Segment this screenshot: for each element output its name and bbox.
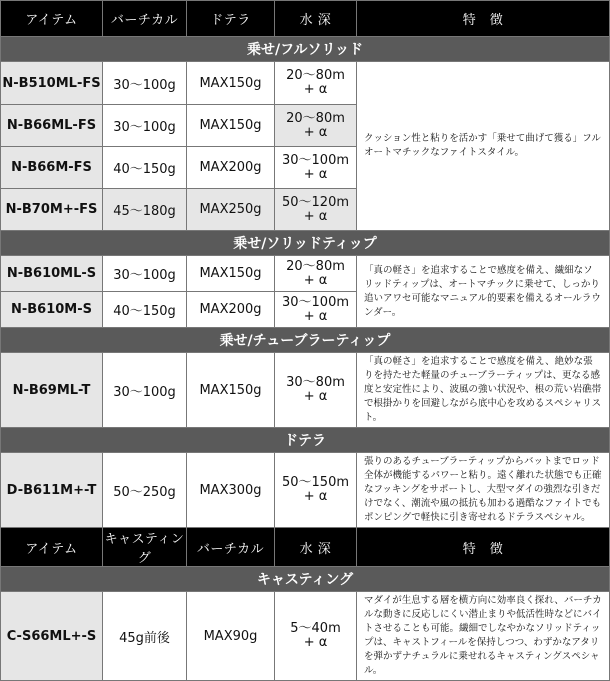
item-name: D-B611M+-T <box>1 453 103 528</box>
section-dotera <box>1 428 610 453</box>
depth-value <box>275 592 357 681</box>
depth-range: 50～120m <box>281 194 350 210</box>
table-row <box>1 353 610 428</box>
table-row <box>1 256 610 292</box>
depth-plus: + α <box>303 82 328 97</box>
depth-range: 50～150m <box>281 475 350 490</box>
header-row <box>1 1 610 37</box>
depth-value <box>275 292 357 328</box>
header-features: 特 徴 <box>357 528 610 567</box>
depth-plus: + α <box>303 389 328 404</box>
header-depth: 水 深 <box>275 528 357 567</box>
header-row-casting <box>1 528 610 567</box>
header-casting: キャスティング <box>103 528 187 567</box>
depth-plus: + α <box>303 635 328 650</box>
depth-plus: + α <box>303 208 328 224</box>
dotera-value: MAX150g <box>187 353 275 428</box>
section-title: 乗せ/ソリッドティップ <box>1 231 610 256</box>
header-vertical: バーチカル <box>103 1 187 37</box>
feature-description: マダイが生息する層を横方向に効率良く探れ、バーチカルな動きに反応しにくい潜止まりや低活性時などにバイトさせることも可能。繊細でしなやかなソリッドティップは、キャストフィールを保持しつつ、わずかなアタリを弾かずナチュラルに乗せれるキャスティングスペシャル。 <box>357 592 610 681</box>
depth-range: 30～100m <box>281 152 350 168</box>
header-vertical: バーチカル <box>187 528 275 567</box>
section-full-solid <box>1 37 610 62</box>
item-name: N-B610ML-S <box>1 256 103 292</box>
section-title: ドテラ <box>1 428 610 453</box>
header-item: アイテム <box>1 1 103 37</box>
section-title: 乗せ/チューブラーティップ <box>1 328 610 353</box>
depth-plus: + α <box>303 308 328 324</box>
item-name: N-B510ML-FS <box>1 62 103 105</box>
depth-value <box>275 62 357 105</box>
item-name: N-B66ML-FS <box>1 105 103 147</box>
vertical-value: 30～100g <box>103 256 187 292</box>
header-depth: 水 深 <box>275 1 357 37</box>
feature-description: 「真の軽さ」を追求することで感度を備え、繊細なソリッドティップは、オートマチックに乗せて、しっかり追いアワセ可能なマニュアル的要素を備えるオールラウンダー。 <box>357 256 610 328</box>
depth-plus: + α <box>303 272 328 288</box>
casting-value: 45g前後 <box>103 592 187 681</box>
section-tubular-tip <box>1 328 610 353</box>
header-item: アイテム <box>1 528 103 567</box>
item-name: N-B66M-FS <box>1 147 103 189</box>
depth-plus: + α <box>303 166 328 182</box>
dotera-value: MAX200g <box>187 147 275 189</box>
section-title: 乗せ/フルソリッド <box>1 37 610 62</box>
vertical-value: 30～100g <box>103 105 187 147</box>
depth-value <box>275 453 357 528</box>
section-casting <box>1 567 610 592</box>
depth-plus: + α <box>303 489 328 504</box>
dotera-value: MAX200g <box>187 292 275 328</box>
item-name: C-S66ML+-S <box>1 592 103 681</box>
dotera-value: MAX150g <box>187 62 275 105</box>
table-row <box>1 453 610 528</box>
item-name: N-B610M-S <box>1 292 103 328</box>
dotera-value: MAX300g <box>187 453 275 528</box>
depth-range: 30～80m <box>286 375 345 390</box>
feature-description: 張りのあるチューブラーティップからバットまでロッド全体が機能するパワーと粘り。遠く離れた状態でも正確なフッキングをサポートし、大型マダイの強烈な引きだけでなく、潮流や風の抵抗も加わる過酷なファイトでもポンピングで軽快に引き寄せれるドテラスペシャル。 <box>357 453 610 528</box>
dotera-value: MAX150g <box>187 105 275 147</box>
vertical-value: 30～100g <box>103 353 187 428</box>
vertical-value: 45～180g <box>103 189 187 231</box>
depth-value <box>275 147 357 189</box>
item-name: N-B69ML-T <box>1 353 103 428</box>
section-title: キャスティング <box>1 567 610 592</box>
depth-plus: + α <box>303 124 328 140</box>
vertical-value: 50～250g <box>103 453 187 528</box>
vertical-value: 40～150g <box>103 292 187 328</box>
depth-range: 20～80m <box>286 68 345 83</box>
feature-description: 「真の軽さ」を追求することで感度を備え、絶妙な張りを持たせた軽量のチューブラーティップは、更なる感度と安定性により、波風の強い状況や、根の荒い岩礁帯で根掛かりを回避しながら底中心を攻めるスペシャリスト。 <box>357 353 610 428</box>
depth-value <box>275 256 357 292</box>
vertical-value: MAX90g <box>187 592 275 681</box>
vertical-value: 30～100g <box>103 62 187 105</box>
table-row <box>1 592 610 681</box>
depth-range: 30～100m <box>281 294 350 310</box>
depth-value <box>275 353 357 428</box>
feature-description: クッション性と粘りを活かす「乗せて曲げて獲る」フルオートマチックなファイトスタイル。 <box>357 62 610 231</box>
depth-value <box>275 189 357 231</box>
depth-range: 5～40m <box>290 621 341 636</box>
section-solid-tip <box>1 231 610 256</box>
header-features: 特 徴 <box>357 1 610 37</box>
table-row <box>1 62 610 105</box>
header-dotera: ドテラ <box>187 1 275 37</box>
depth-range: 20～80m <box>286 110 345 126</box>
item-name: N-B70M+-FS <box>1 189 103 231</box>
vertical-value: 40～150g <box>103 147 187 189</box>
depth-range: 20～80m <box>286 258 345 274</box>
depth-value <box>275 105 357 147</box>
dotera-value: MAX250g <box>187 189 275 231</box>
dotera-value: MAX150g <box>187 256 275 292</box>
